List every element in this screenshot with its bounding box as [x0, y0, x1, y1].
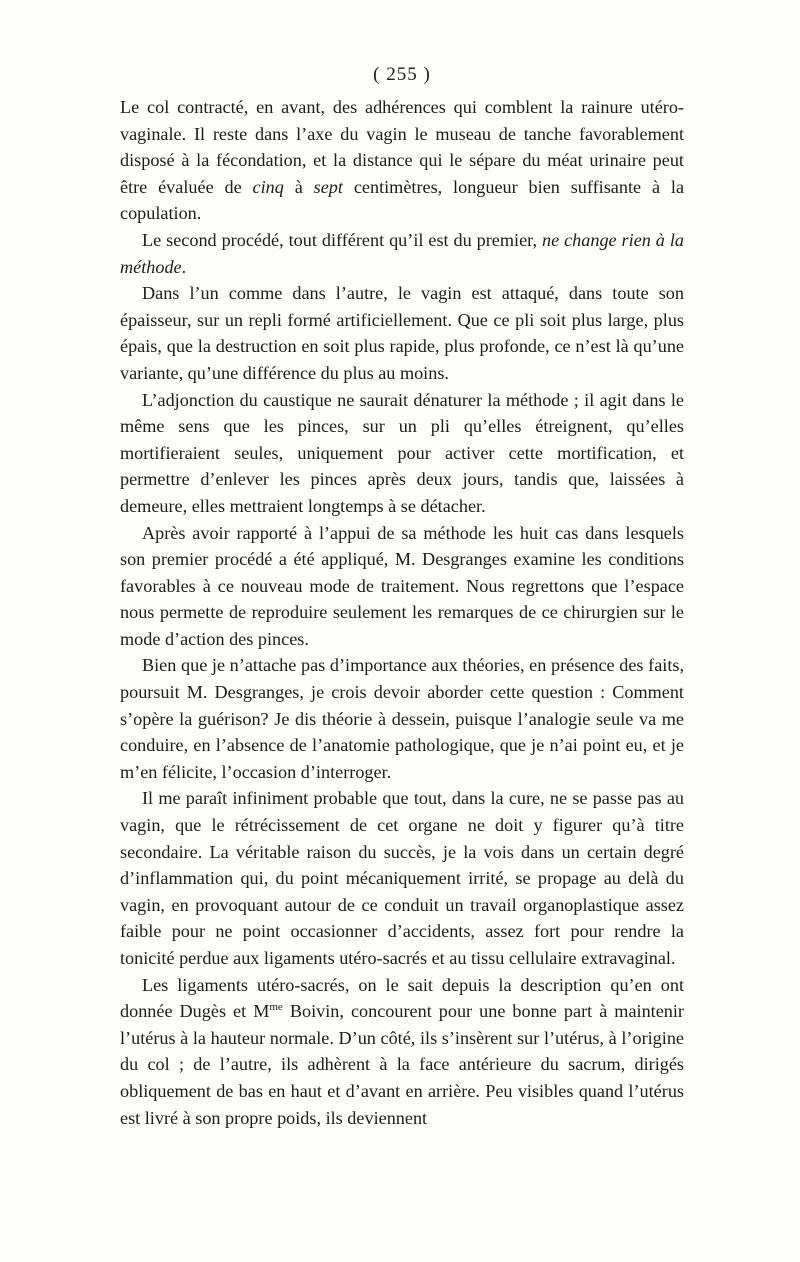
paragraph-text: Le second procédé, tout différent qu’il est du premier,	[142, 229, 542, 250]
paragraph-2	[120, 227, 684, 280]
paragraph-text: Le col contracté, en avant, des adhérences qui comblent la rainure utéro-vaginale. Il reste dans l’axe du vagin le museau de tanche favorablement disposé à la fécondation, et la distance qui le sépare du méat urinaire peut être évaluée de	[120, 97, 684, 197]
italic-text: sept	[313, 176, 343, 197]
paragraph-text: Boivin, concourent pour une bonne part à maintenir l’utérus à la hauteur normale. D’un côté, ils s’insèrent sur l’utérus, à l’origine du col ; de l’autre, ils adhèrent à la face antérieure du sacrum, dirigés obliquement de bas en haut et d’avant en arrière. Peu visibles quand l’utérus est livré à son propre poids, ils deviennent	[120, 1001, 684, 1128]
paragraph-4: L’adjonction du caustique ne saurait dénaturer la méthode ; il agit dans le même sens que les pinces, sur un pli qu’elles étreignent, qu’elles mortifieraient seules, uniquement pour activer cette mortification, et permettre d’enlever les pinces après deux jours, tandis que, laissées à demeure, elles mettraient longtemps à se détacher.	[120, 389, 684, 516]
paragraph-5: Après avoir rapporté à l’appui de sa méthode les huit cas dans lesquels son premier procédé a été appliqué, M. Desgranges examine les conditions favorables à ce nouveau mode de traitement. Nous regrettons que l’espace nous permette de reproduire seulement les remarques de ce chirurgien sur le mode d’action des pinces.	[120, 522, 684, 649]
page-number: ( 255 )	[373, 64, 431, 85]
paragraph-text: à	[283, 176, 314, 197]
italic-text: ne change rien à la méthode	[120, 229, 684, 277]
italic-text: cinq	[252, 176, 284, 197]
paragraph-8	[120, 972, 684, 1132]
paragraph-text: Les ligaments utéro-sacrés, on le sait depuis la description qu’en ont donnée Dugès et M	[120, 974, 684, 1022]
paragraph-1	[120, 94, 684, 227]
paragraph-6: Bien que je n’attache pas d’importance aux théories, en présence des faits, poursuit M. Desgranges, je crois devoir aborder cette question : Comment s’opère la guérison? Je dis théorie à dessein, puisque l’analogie seule va me conduire, en l’absence de l’anatomie pathologique, que je n’ai point eu, et je m’en félicite, l’occasion d’interroger.	[120, 655, 684, 782]
paragraph-3: Dans l’un comme dans l’autre, le vagin est attaqué, dans toute son épaisseur, sur un repli formé artificiellement. Que ce pli soit plus large, plus épais, que la destruction en soit plus rapide, plus profonde, ce n’est là qu’une variante, qu’une différence du plus au moins.	[120, 283, 684, 383]
paragraph-text: .	[181, 256, 187, 277]
paragraph-text: centimètres, longueur bien suffisante à la copulation.	[120, 176, 685, 224]
superscript-text: me	[269, 1001, 283, 1014]
paragraph-7: Il me paraît infiniment probable que tout, dans la cure, ne se passe pas au vagin, que le rétrécissement de cet organe ne doit y figurer qu’à titre secondaire. La véritable raison du succès, je la vois dans un certain degré d’inflammation qui, du point mécaniquement irrité, se propage au delà du vagin, en provoquant autour de ce conduit un travail organoplastique assez faible pour ne point occasionner d’accidents, assez fort pour rendre la tonicité perdue aux ligaments utéro-sacrés et au tissu cellulaire extravaginal.	[120, 788, 684, 968]
